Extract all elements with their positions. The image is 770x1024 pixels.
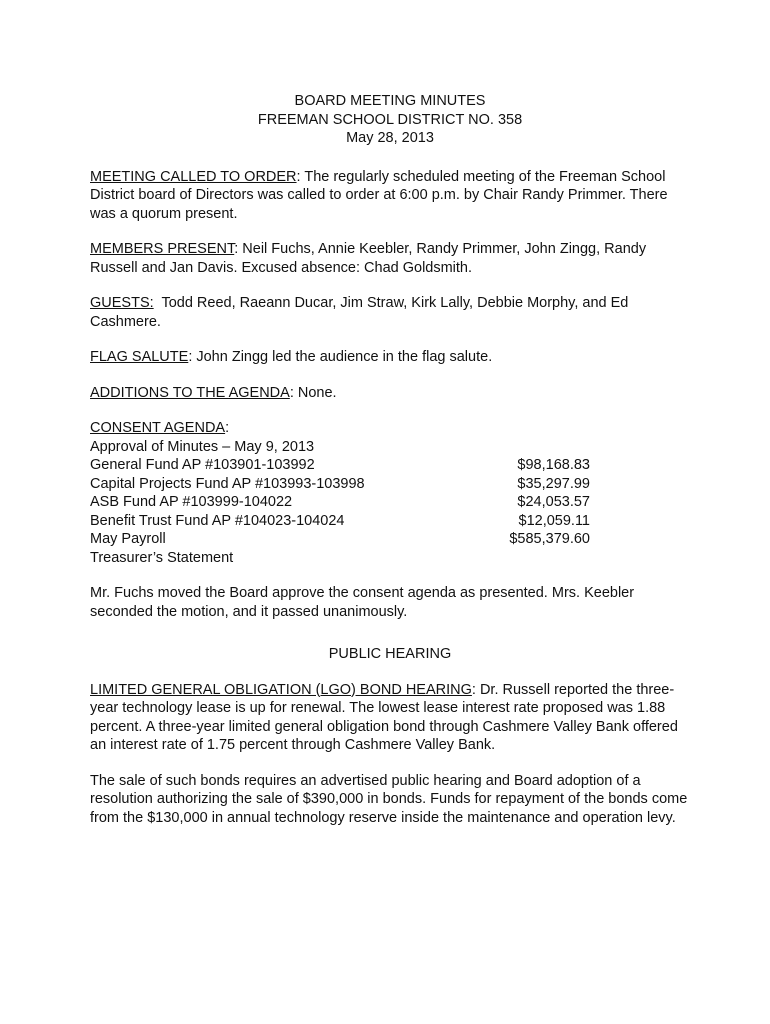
consent-item-amount: [490, 549, 590, 568]
additions-paragraph: [90, 384, 690, 403]
called-to-order-paragraph: [90, 168, 690, 224]
consent-motion-paragraph: Mr. Fuchs moved the Board approve the consent agenda as presented. Mrs. Keebler seconded the motion, and it passed unanimously.: [90, 585, 635, 620]
consent-item-amount: [490, 438, 590, 457]
consent-item-amount: $585,379.60: [509, 531, 590, 547]
lgo-bond-label: LIMITED GENERAL OBLIGATION (LGO) BOND HEARING: [90, 681, 472, 698]
called-to-order-text: : The regularly scheduled meeting of the Freeman School District board of Directors was called to order at 6:00 p.m. by Chair Randy Primmer. There was a quorum present.: [90, 168, 668, 222]
consent-item-name: Treasurer’s Statement: [90, 549, 234, 566]
flag-salute-text: : John Zingg led the audience in the flag salute.: [188, 349, 493, 365]
public-hearing-title: PUBLIC HEARING: [328, 646, 452, 662]
guests-label: GUESTS:: [90, 295, 154, 311]
header-district: FREEMAN SCHOOL DISTRICT NO. 358: [257, 111, 523, 128]
flag-salute-label: FLAG SALUTE: [90, 349, 189, 365]
consent-item: [90, 456, 590, 475]
header-date: May 28, 2013: [346, 130, 434, 146]
consent-item-name: May Payroll: [90, 531, 166, 547]
consent-item-amount: $35,297.99: [517, 475, 590, 492]
members-present-paragraph: [90, 240, 690, 277]
flag-salute-paragraph: [90, 348, 690, 367]
consent-item-amount: $24,053.57: [517, 494, 590, 510]
members-present-label: MEMBERS PRESENT: [90, 241, 235, 257]
consent-item-name: ASB Fund AP #103999-104022: [90, 494, 293, 510]
lgo-bond-text: : Dr. Russell reported the three-year technology lease is up for renewal. The lowest lease interest rate proposed was 1.88 percent. A three-year limited general obligation bond through Cashmere Valley Bank offered an interest rate of 1.75 percent through Cashmere Valley Bank.: [90, 681, 678, 753]
consent-agenda-heading: [90, 419, 690, 438]
consent-item: [90, 493, 590, 512]
consent-agenda-colon: :: [225, 420, 230, 436]
document-header: [90, 92, 690, 148]
additions-text: : None.: [289, 384, 337, 401]
consent-item: [90, 530, 590, 549]
consent-agenda-label: CONSENT AGENDA: [90, 420, 226, 436]
consent-agenda-block: [90, 419, 690, 567]
consent-item: [90, 438, 590, 457]
consent-item-amount: $12,059.11: [518, 512, 590, 529]
document-page: [90, 92, 690, 844]
consent-item-name: General Fund AP #103901-103992: [90, 457, 315, 473]
called-to-order-label: MEETING CALLED TO ORDER: [90, 168, 297, 185]
consent-item: [90, 512, 590, 531]
consent-item: [90, 549, 590, 568]
additions-label: ADDITIONS TO THE AGENDA: [90, 384, 290, 401]
consent-item-amount: $98,168.83: [517, 457, 590, 473]
guests-paragraph: [90, 294, 690, 331]
guests-text: Todd Reed, Raeann Ducar, Jim Straw, Kirk Lally, Debbie Morphy, and Ed Cashmere.: [90, 295, 633, 330]
consent-item: [90, 475, 590, 494]
consent-item-name: Benefit Trust Fund AP #104023-104024: [90, 512, 345, 529]
header-title: BOARD MEETING MINUTES: [294, 93, 486, 109]
lgo-bond-paragraph: [90, 681, 690, 755]
lgo-bond-paragraph-2: The sale of such bonds requires an advertised public hearing and Board adoption of a resolution authorizing the sale of $390,000 in bonds. Funds for repayment of the bonds come from the $130,000 in annual technology reserve inside the maintenance and operation levy.: [90, 772, 688, 826]
consent-item-name: Approval of Minutes – May 9, 2013: [90, 438, 315, 455]
members-present-text: : Neil Fuchs, Annie Keebler, Randy Primmer, John Zingg, Randy Russell and Jan Davis. Excused absence: Chad Goldsmith.: [90, 241, 647, 276]
consent-item-name: Capital Projects Fund AP #103993-103998: [90, 475, 365, 492]
